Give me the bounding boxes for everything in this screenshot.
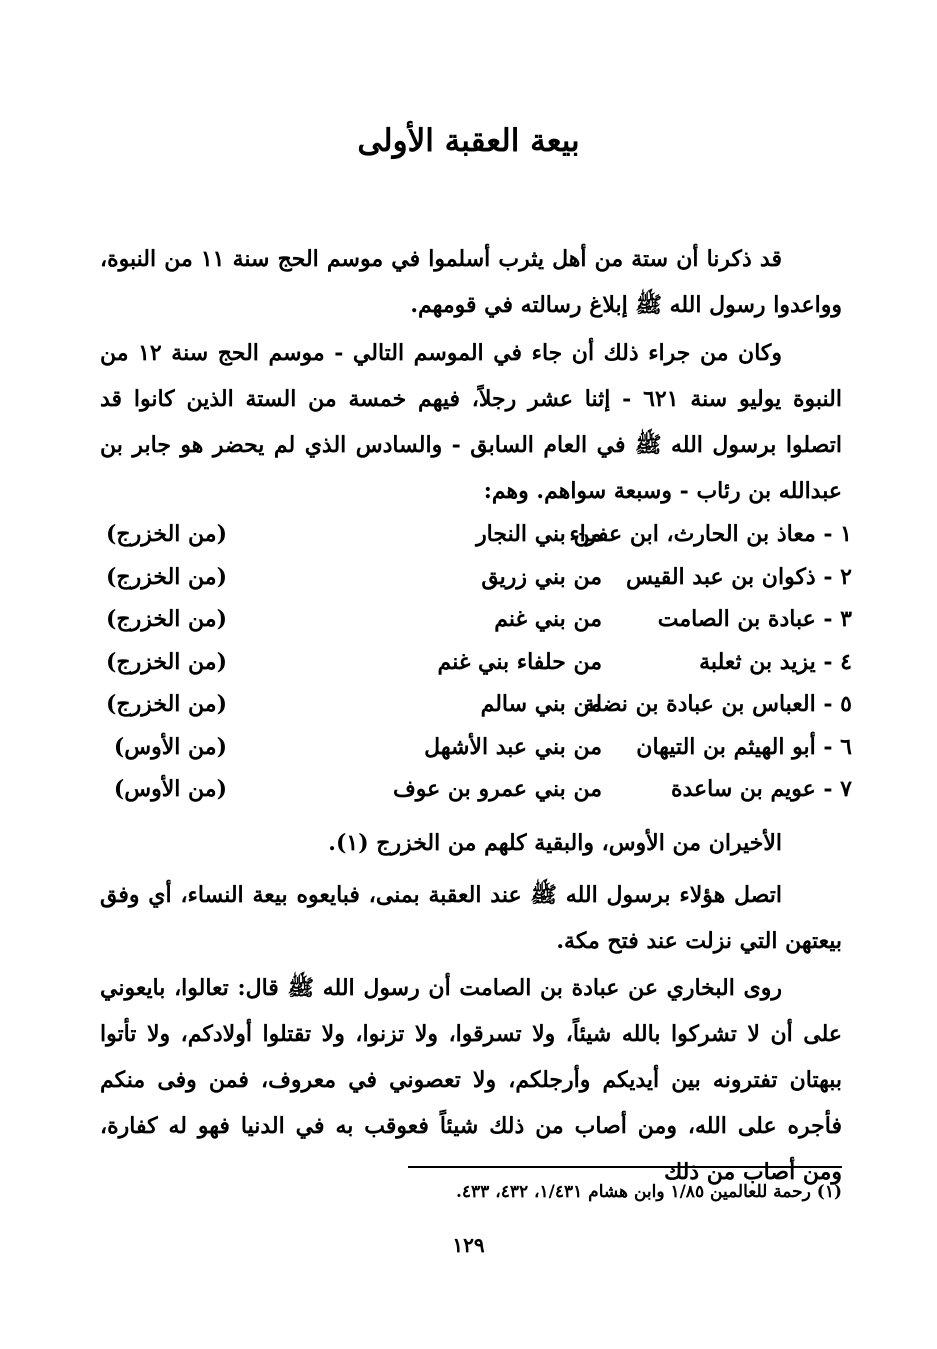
member-row xyxy=(100,683,852,726)
member-row xyxy=(100,768,852,811)
member-tribe: (من الخزرج) xyxy=(106,691,227,717)
member-name: ٥ - العباس بن عبادة بن نضلة xyxy=(583,691,852,717)
member-tribe: (من الأوس) xyxy=(113,733,227,760)
member-name: ٧ - عويم بن ساعدة xyxy=(670,776,852,802)
member-row xyxy=(100,598,852,641)
member-row xyxy=(100,641,852,684)
member-clan: من حلفاء بني غنم xyxy=(437,648,602,675)
members-list xyxy=(100,513,852,811)
member-tribe: (من الخزرج) xyxy=(106,648,227,675)
member-clan: من بني النجار xyxy=(476,521,602,547)
paragraph-intro: قد ذكرنا أن ستة من أهل يثرب أسلموا في موسم الحج سنة ١١ من النبوة، وواعدوا رسول الله ﷺ إبلاغ رسالته في قومهم. xyxy=(100,246,842,318)
member-clan: من بني عمرو بن عوف xyxy=(392,776,602,802)
member-name: ٦ - أبو الهيثم بن التيهان xyxy=(636,733,852,760)
member-clan: من بني زريق xyxy=(481,563,602,590)
paragraph-tribes-note: الأخيران من الأوس، والبقية كلهم من الخزرج (١). xyxy=(328,830,782,856)
member-name: ٢ - ذكوان بن عبد القيس xyxy=(626,563,852,590)
member-clan: من بني غنم xyxy=(494,606,602,632)
member-row xyxy=(100,556,852,599)
member-row xyxy=(100,726,852,769)
member-name: ٤ - يزيد بن ثعلبة xyxy=(699,648,852,675)
member-row xyxy=(100,513,852,556)
member-clan: من بني سالم xyxy=(480,691,602,717)
member-name: ١ - معاذ بن الحارث، ابن عفراء xyxy=(569,521,852,547)
member-tribe: (من الخزرج) xyxy=(106,606,227,632)
paragraph-meeting: اتصل هؤلاء برسول الله ﷺ عند العقبة بمنى، فبايعوه بيعة النساء، أي وفق بيعتهن التي نزلت عند فتح مكة. xyxy=(100,882,842,954)
member-name: ٣ - عبادة بن الصامت xyxy=(657,606,852,632)
paragraph-bukhari: روى البخاري عن عبادة بن الصامت أن رسول الله ﷺ قال: تعالوا، بايعوني على أن لا تشركوا بالله شيئاً، ولا تسرقوا، ولا تزنوا، ولا تقتلوا أولادكم، ولا تأتوا ببهتان تفترونه بين أيديكم وأرجلكم، ولا تعصوني في معروف، فمن وفى منكم فأجره على الله، ومن أصاب من ذلك شيئاً فعوقب به في الدنيا فهو له كفارة، ومن أصاب من ذلك xyxy=(100,975,842,1185)
footnote-divider xyxy=(408,1166,842,1168)
page-number: ١٢٩ xyxy=(452,1233,485,1257)
chapter-title: بيعة العقبة الأولى xyxy=(357,123,580,159)
member-tribe: (من الخزرج) xyxy=(106,521,227,547)
member-tribe: (من الأوس) xyxy=(113,776,227,802)
member-clan: من بني عبد الأشهل xyxy=(424,733,602,760)
member-tribe: (من الخزرج) xyxy=(106,563,227,590)
paragraph-pilgrimage: وكان من جراء ذلك أن جاء في الموسم التالي - موسم الحج سنة ١٢ من النبوة يوليو سنة ٦٢١ - إثنا عشر رجلاً، فيهم خمسة من الستة الذين كانوا قد اتصلوا برسول الله ﷺ في العام السابق - والسادس الذي لم يحضر هو جابر بن عبدالله بن رئاب - وسبعة سواهم. وهم: xyxy=(100,340,842,504)
footnote: (١) رحمة للعالمين ١/٨٥ وابن هشام ١/٤٣١، ٤٣٢، ٤٣٣. xyxy=(455,1182,842,1202)
